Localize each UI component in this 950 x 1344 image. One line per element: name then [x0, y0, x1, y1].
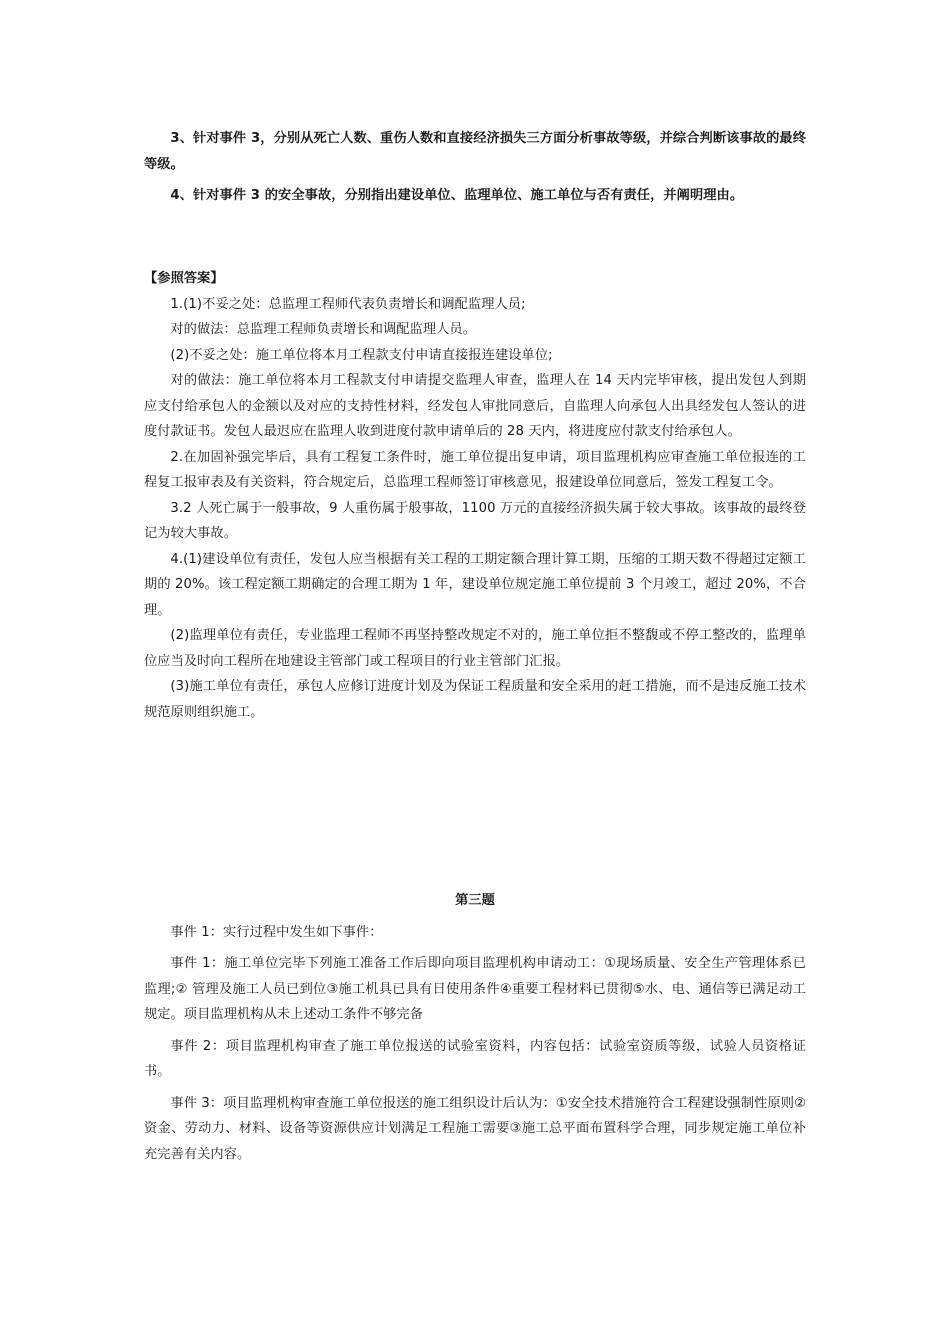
answer-paragraph: 2.在加固补强完毕后，具有工程复工条件时，施工单位提出复申请，项目监理机构应审查施工单位报连的工程复工报审表及有关资料，符合规定后，总监理工程师签订审核意见，报建设单位同意后，签发工程复工令。	[144, 449, 806, 490]
answer-paragraph: 对的做法：施工单位将本月工程款支付申请提交监理人审查，监理人在 14 天内完毕审核，提出发包人到期应支付给承包人的金额以及对应的支持性材料，经发包人审批同意后，自监理人向承包人出具经发包人签认的进度付款证书。发包人最迟应在监理人收到进度付款申请单后的 28 天内，将进度应付款支付给承包人。	[144, 373, 806, 439]
answer-paragraph: (2)监理单位有责任，专业监理工程师不再坚持整改规定不对的，施工单位拒不整馥或不停工整改的，监理单位应当及时向工程所在地建设主管部门或工程项目的行业主管部门汇报。	[144, 628, 806, 669]
answer-paragraph: 3.2 人死亡属于一般事故，9 人重伤属于般事故，1100 万元的直接经济损失属于较大事故。该事故的最终登记为较大事故。	[144, 500, 806, 541]
section-title: 第三题	[455, 893, 495, 908]
answer-paragraph: 4.(1)建设单位有责任，发包人应当根据有关工程的工期定额合理计算工期，压缩的工期天数不得超过定额工期的 20%。该工程定额工期确定的合理工期为 1 年，建设单位规定施工单位提前 3 个月竣工，超过 20%，不合理。	[144, 551, 806, 618]
answer-heading: 【参照答案】	[144, 271, 224, 286]
section-3-block	[144, 888, 806, 1167]
answer-paragraph: 对的做法：总监理工程师负责增长和调配监理人员。	[170, 322, 477, 337]
questions-block	[144, 126, 806, 209]
answer-paragraph: (3)施工单位有责任，承包人应修订进度计划及为保证工程质量和安全采用的赶工措施，而不是违反施工技术规范原则组织施工。	[144, 679, 806, 720]
event-paragraph: 事件 2：项目监理机构审查了施工单位报送的试验室资料，内容包括：试验室资质等级，试验人员资格证书。	[144, 1038, 806, 1079]
question-3: 3、针对事件 3，分别从死亡人数、重伤人数和直接经济损失三方面分析事故等级，并综合判断该事故的最终等级。	[144, 131, 806, 172]
event-paragraph: 事件 1：实行过程中发生如下事件：	[170, 924, 383, 940]
answers-block	[144, 266, 806, 725]
event-paragraph: 事件 3：项目监理机构审查施工单位报送的施工组织设计后认为：①安全技术措施符合工程建设强制性原则②资金、劳动力、材料、设备等资源供应计划满足工程施工需要③施工总平面布置科学合理，同步规定施工单位补充完善有关内容。	[144, 1095, 806, 1162]
event-paragraph: 事件 1：施工单位完毕下列施工准备工作后即向项目监理机构申请动工：①现场质量、安全生产管理体系已监理;② 管理及施工人员已到位③施工机具已具有日使用条件④重要工程材料已贯彻⑤水、电、通信等已满足动工规定。项目监理机构从未上述动工条件不够完备	[144, 956, 806, 1022]
answer-paragraph: 1.(1)不妥之处：总监理工程师代表负责增长和调配监理人员;	[170, 296, 526, 312]
question-4: 4、针对事件 3 的安全事故，分别指出建设单位、监理单位、施工单位与否有责任，并阐明理由。	[170, 188, 744, 203]
answer-paragraph: (2)不妥之处：施工单位将本月工程款支付申请直接报连建设单位;	[170, 347, 553, 363]
